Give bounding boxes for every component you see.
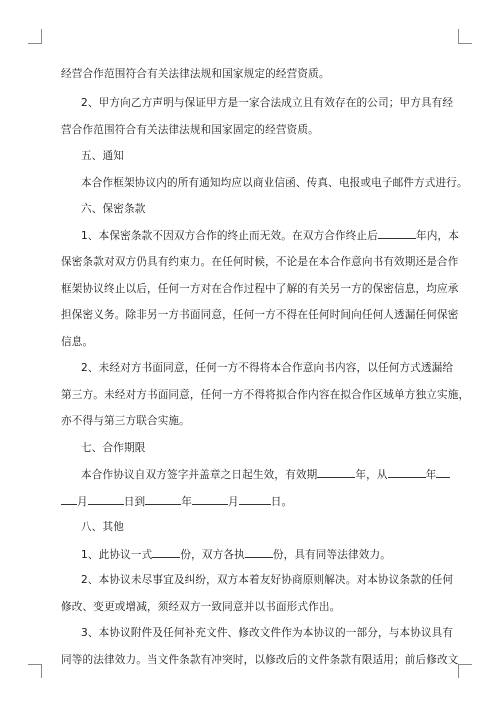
text-segment: 月 <box>77 496 88 508</box>
crop-mark-bottom-left-v <box>41 664 42 678</box>
crop-mark-bottom-right-h <box>458 664 472 665</box>
text-segment: 份，双方各执 <box>180 549 245 561</box>
body-line: 第三方。未经对方书面同意，任何一方不得将拟合作内容在拟合作区域单方独立实施， <box>61 389 470 401</box>
text-segment: 年 <box>425 469 437 481</box>
body-line: 修改、变更或增减，须经双方一致同意并以书面形式作出。 <box>61 601 341 613</box>
body-line: 同等的法律效力。当文件条款有冲突时，以修改后的文件条款有限适用；前后修改文 <box>61 654 459 666</box>
text-segment: 份，具有同等法律效力。 <box>272 549 392 561</box>
body-line <box>81 467 450 482</box>
section-heading: 五、通知 <box>81 150 124 162</box>
body-line <box>61 494 292 509</box>
fill-in-blank <box>152 547 180 558</box>
text-segment: 年 <box>181 496 192 508</box>
text-segment: 1、本保密条款不因双方合作的终止而无效。在双方合作终止后 <box>81 230 378 242</box>
fill-in-blank <box>61 494 77 505</box>
body-line: 框架协议终止以后，任何一方对在合作过程中了解的有关另一方的保密信息，均应承 <box>61 283 459 295</box>
crop-mark-bottom-left-h <box>28 664 42 665</box>
fill-in-blank <box>88 494 124 505</box>
section-heading: 八、其他 <box>81 521 124 533</box>
body-line: 本合作框架协议内的所有通知均应以商业信函、传真、电报或电子邮件方式进行。 <box>81 177 468 189</box>
text-segment: 本合作协议自双方签字并盖章之日起生效，有效期 <box>81 469 318 481</box>
body-line: 担保密义务。除非另一方书面同意，任何一方不得在任何时间向任何人透漏任何保密 <box>61 309 459 321</box>
body-line <box>81 228 459 243</box>
text-segment: 日到 <box>123 496 146 508</box>
body-line: 营合作范围符合有关法律法规和国家固定的经营资质。 <box>61 124 319 136</box>
body-line: 保密条款对双方仍具有约束力。在任何时候，不论是在本合作意向书有效期还是合作 <box>61 256 459 268</box>
fill-in-blank <box>145 494 181 505</box>
body-line: 经营合作范围符合有关法律法规和国家规定的经营资质。 <box>61 68 330 80</box>
body-line: 信息。 <box>61 336 94 348</box>
body-line: 2、本协议未尽事宜及纠纷，双方本着友好协商原则解决。对本协议条款的任何 <box>81 574 454 586</box>
body-line <box>81 547 391 562</box>
fill-in-blank <box>239 494 271 505</box>
fill-in-blank <box>245 547 273 558</box>
body-line: 亦不得与第三方联合实施。 <box>61 415 190 427</box>
fill-in-blank <box>388 467 426 478</box>
text-segment: 月 <box>228 496 239 508</box>
text-segment: 日。 <box>270 496 293 508</box>
text-segment: 年，从 <box>355 469 388 481</box>
fill-in-blank <box>436 467 450 478</box>
text-segment: 1、此协议一式 <box>81 549 153 561</box>
crop-mark-top-right-h <box>458 43 472 44</box>
fill-in-blank <box>317 467 355 478</box>
crop-mark-top-right-v <box>458 29 459 43</box>
fill-in-blank <box>378 228 416 239</box>
text-segment: 年内，本 <box>415 230 459 242</box>
body-line: 3、本协议附件及任何补充文件、修改文件作为本协议的一部分，与本协议具有 <box>81 627 454 639</box>
fill-in-blank <box>192 494 228 505</box>
section-heading: 七、合作期限 <box>81 442 146 454</box>
body-line: 2、甲方向乙方声明与保证甲方是一家合法成立且有效存在的公司；甲方具有经 <box>81 97 454 109</box>
section-heading: 六、保密条款 <box>81 203 146 215</box>
crop-mark-top-left-v <box>41 29 42 43</box>
body-line: 2、未经对方书面同意，任何一方不得将本合作意向书内容，以任何方式透漏给 <box>81 362 454 374</box>
crop-mark-top-left-h <box>28 43 42 44</box>
